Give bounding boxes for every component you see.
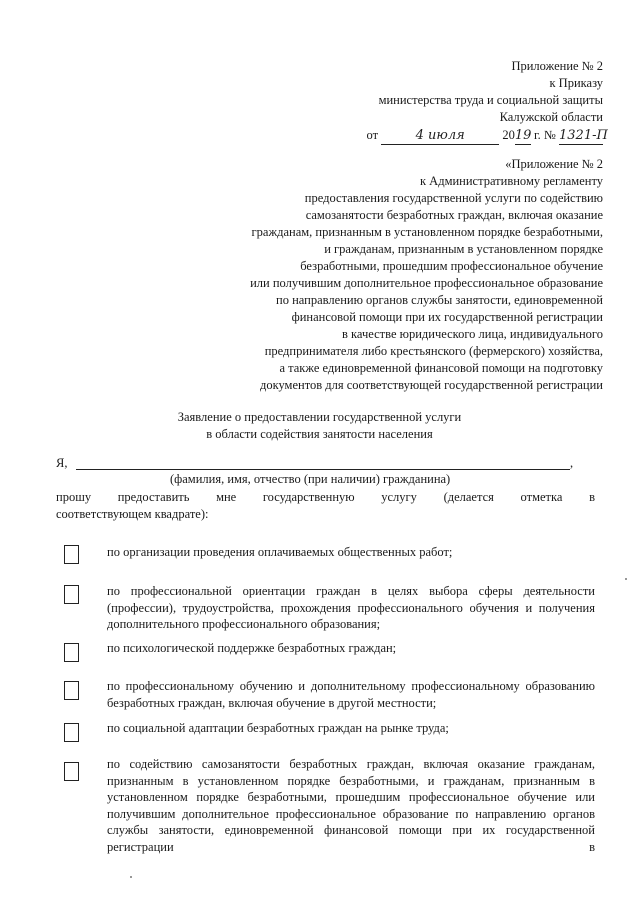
option-checkbox[interactable] bbox=[64, 643, 79, 662]
option-checkbox[interactable] bbox=[64, 585, 79, 604]
title-line-1: Заявление о предоставлении государственной услуги bbox=[177, 410, 462, 424]
year-prefix: 20 bbox=[502, 128, 515, 142]
order-appendix-header bbox=[366, 58, 608, 145]
regulation-line: документов для соответствующей государственной регистрации bbox=[259, 378, 603, 392]
applicant-suffix: , bbox=[570, 456, 574, 470]
option-public-works: по организации проведения оплачиваемых общественных работ; bbox=[107, 545, 453, 559]
order-reference: к Приказу bbox=[549, 76, 603, 90]
year-suffix: г. № bbox=[533, 128, 556, 142]
regulation-header bbox=[250, 156, 603, 394]
regulation-line: а также единовременной финансовой помощи на подготовку bbox=[279, 361, 603, 375]
document-title bbox=[0, 409, 639, 443]
request-line-2: соответствующем квадрате): bbox=[56, 507, 209, 521]
regulation-line: или получившим дополнительное профессиональное образование bbox=[250, 276, 603, 290]
regulation-line: по направлению органов службы занятости, единовременной bbox=[276, 293, 603, 307]
applicant-prefix: Я, bbox=[56, 456, 68, 470]
request-line-1: прошу предоставить мне государственную услугу (делается отметка в bbox=[56, 490, 595, 504]
option-social-adaptation: по социальной адаптации безработных граждан на рынке труда; bbox=[107, 721, 449, 735]
scan-speck bbox=[625, 578, 627, 580]
order-date-handwritten: 4 июля bbox=[381, 127, 499, 145]
option-career-guidance: по профессиональной ориентации граждан в целях выбора сферы деятельности (профессии), трудоустройства, прохождения профессионального обучения и получения дополнительного профессионального образования; bbox=[107, 584, 595, 631]
regulation-line: самозанятости безработных граждан, включая оказание bbox=[305, 208, 603, 222]
option-checkbox[interactable] bbox=[64, 545, 79, 564]
applicant-name-field[interactable] bbox=[76, 469, 570, 470]
order-number-handwritten: 1321-П bbox=[559, 128, 608, 143]
regulation-line: к Административному регламенту bbox=[419, 174, 603, 188]
option-checkbox[interactable] bbox=[64, 723, 79, 742]
option-psychological-support: по психологической поддержке безработных граждан; bbox=[107, 641, 397, 655]
regulation-line: предоставления государственной услуги по содействию bbox=[304, 191, 603, 205]
regulation-line: финансовой помощи при их государственной регистрации bbox=[291, 310, 603, 324]
ministry-name: министерства труда и социальной защиты bbox=[378, 93, 603, 107]
regulation-line: гражданам, признанным в установленном порядке безработными, bbox=[251, 225, 603, 239]
regulation-line: в качестве юридического лица, индивидуального bbox=[342, 327, 603, 341]
regulation-line: и гражданам, признанным в установленном порядке bbox=[324, 242, 603, 256]
option-self-employment: по содействию самозанятости безработных граждан, включая оказание гражданам, признанным в установленном порядке безработными, и гражданам, признанным в установленном порядке безработными, прошедшим профессиональное обучение или получившим дополнительное профессиональное образование по направлению органов службы занятости, единовременной финансовой помощи при их государственной регистрации в bbox=[107, 757, 595, 854]
regulation-line: «Приложение № 2 bbox=[505, 157, 603, 171]
option-checkbox[interactable] bbox=[64, 681, 79, 700]
regulation-line: предпринимателя либо крестьянского (фермерского) хозяйства, bbox=[264, 344, 603, 358]
appendix-number: Приложение № 2 bbox=[511, 59, 603, 73]
order-date-line bbox=[366, 127, 608, 145]
option-checkbox[interactable] bbox=[64, 762, 79, 781]
regulation-line: безработными, прошедшим профессиональное обучение bbox=[300, 259, 603, 273]
date-prefix: от bbox=[366, 128, 379, 142]
year-handwritten: 19 bbox=[514, 128, 532, 143]
option-professional-training: по профессиональному обучению и дополнительному профессиональному образованию безработных граждан, включая обучение в другой местности; bbox=[107, 679, 595, 710]
title-line-2: в области содействия занятости населения bbox=[206, 427, 433, 441]
scan-speck bbox=[130, 876, 132, 878]
applicant-caption: (фамилия, имя, отчество (при наличии) гражданина) bbox=[170, 472, 451, 486]
region-name: Калужской области bbox=[499, 110, 603, 124]
